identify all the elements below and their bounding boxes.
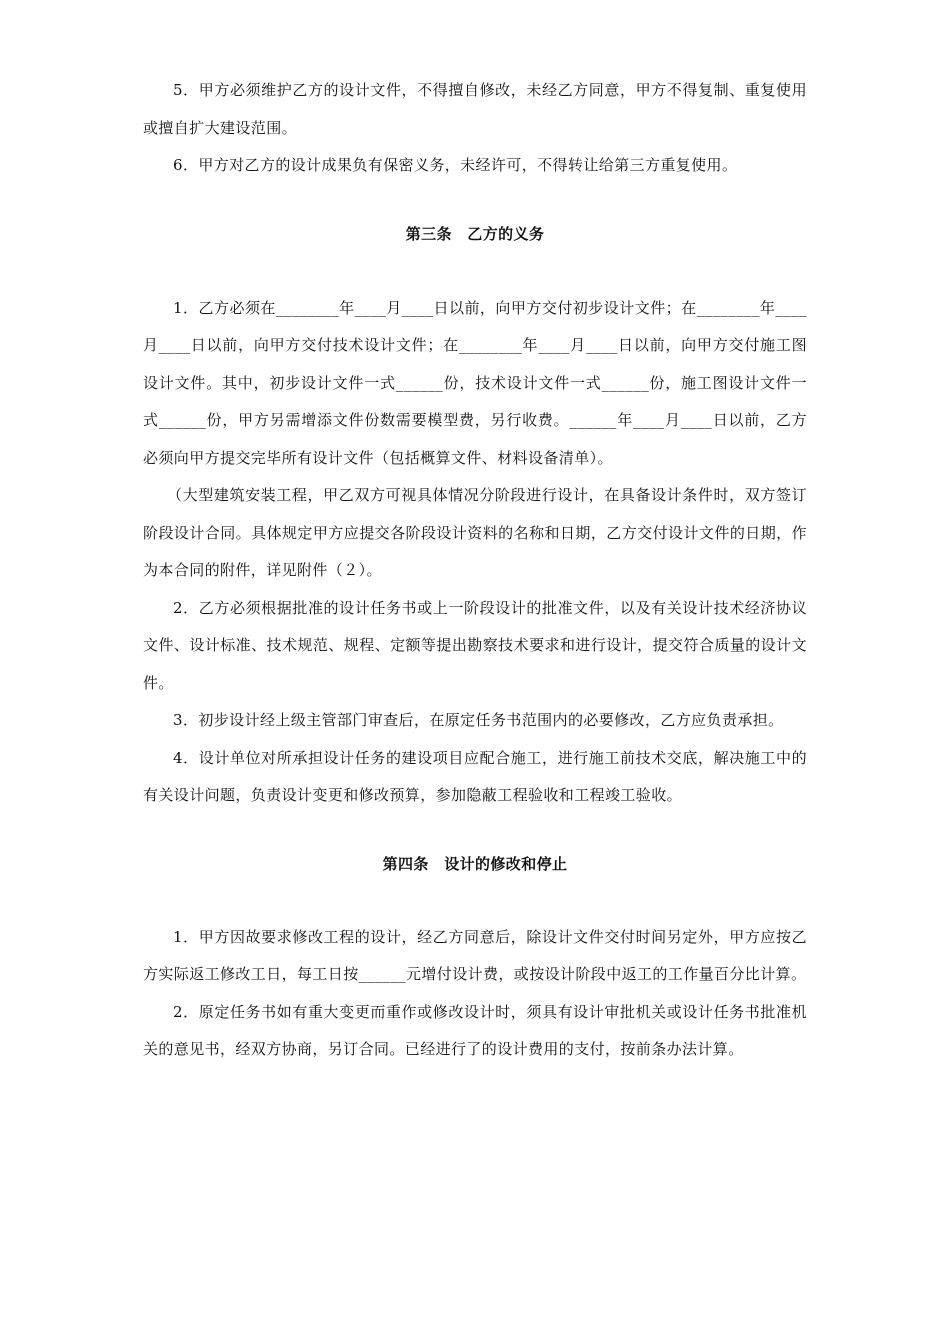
article-4-clause-1: 1．甲方因故要求修改工程的设计，经乙方同意后，除设计文件交付时间另定外，甲方应按乙方实际返工修改工日，每工日按______元增付设计费，或按设计阶段中返工的工作量百分比计算。 — [143, 927, 807, 983]
article-4-clause-2: 2．原定任务书如有重大变更而重作或修改设计时，须具有设计审批机关或设计任务书批准机关的意见书，经双方协商，另订合同。已经进行了的设计费用的支付，按前条办法计算。 — [143, 1002, 807, 1058]
article-3-clause-3: 3．初步设计经上级主管部门审查后，在原定任务书范围内的必要修改，乙方应负责承担。 — [173, 711, 784, 729]
document-body — [143, 72, 807, 1069]
clause-5-paragraph: 5．甲方必须维护乙方的设计文件，不得擅自修改，未经乙方同意，甲方不得复制、重复使用或擅自扩大建设范围。 — [143, 81, 807, 137]
article-3-heading: 第三条 乙方的义务 — [405, 224, 545, 243]
article-3-clause-1: 1．乙方必须在________年____月____日以前，向甲方交付初步设计文件；在________年____月____日以前，向甲方交付技术设计文件；在________年____月____日以前，向甲方交付施工图设计文件。其中，初步设计文件一式______份，技术设计文件一式______份，施工图设计文件一式______份，甲方另需增添文件份数需要模型费，另行收费。______年____月____日以前，乙方必须向甲方提交完毕所有设计文件（包括概算文件、材料设备清单）。 — [143, 298, 807, 467]
article-3-clause-2: 2．乙方必须根据批准的设计任务书或上一阶段设计的批准文件，以及有关设计技术经济协议文件、设计标准、技术规范、规程、定额等提出勘察技术要求和进行设计，提交符合质量的设计文件。 — [143, 598, 807, 692]
article-3-note: （大型建筑安装工程，甲乙双方可视具体情况分阶段进行设计，在具备设计条件时，双方签订阶段设计合同。具体规定甲方应提交各阶段设计资料的名称和日期，乙方交付设计文件的日期，作为本合同的附件，详见附件（２）。 — [143, 486, 807, 579]
article-3-clause-4: 4．设计单位对所承担设计任务的建设项目应配合施工，进行施工前技术交底，解决施工中的有关设计问题，负责设计变更和修改预算，参加隐蔽工程验收和工程竣工验收。 — [143, 748, 807, 804]
clause-6-paragraph: 6．甲方对乙方的设计成果负有保密义务，未经许可，不得转让给第三方重复使用。 — [173, 156, 738, 174]
article-4-heading: 第四条 设计的修改和停止 — [382, 854, 568, 873]
